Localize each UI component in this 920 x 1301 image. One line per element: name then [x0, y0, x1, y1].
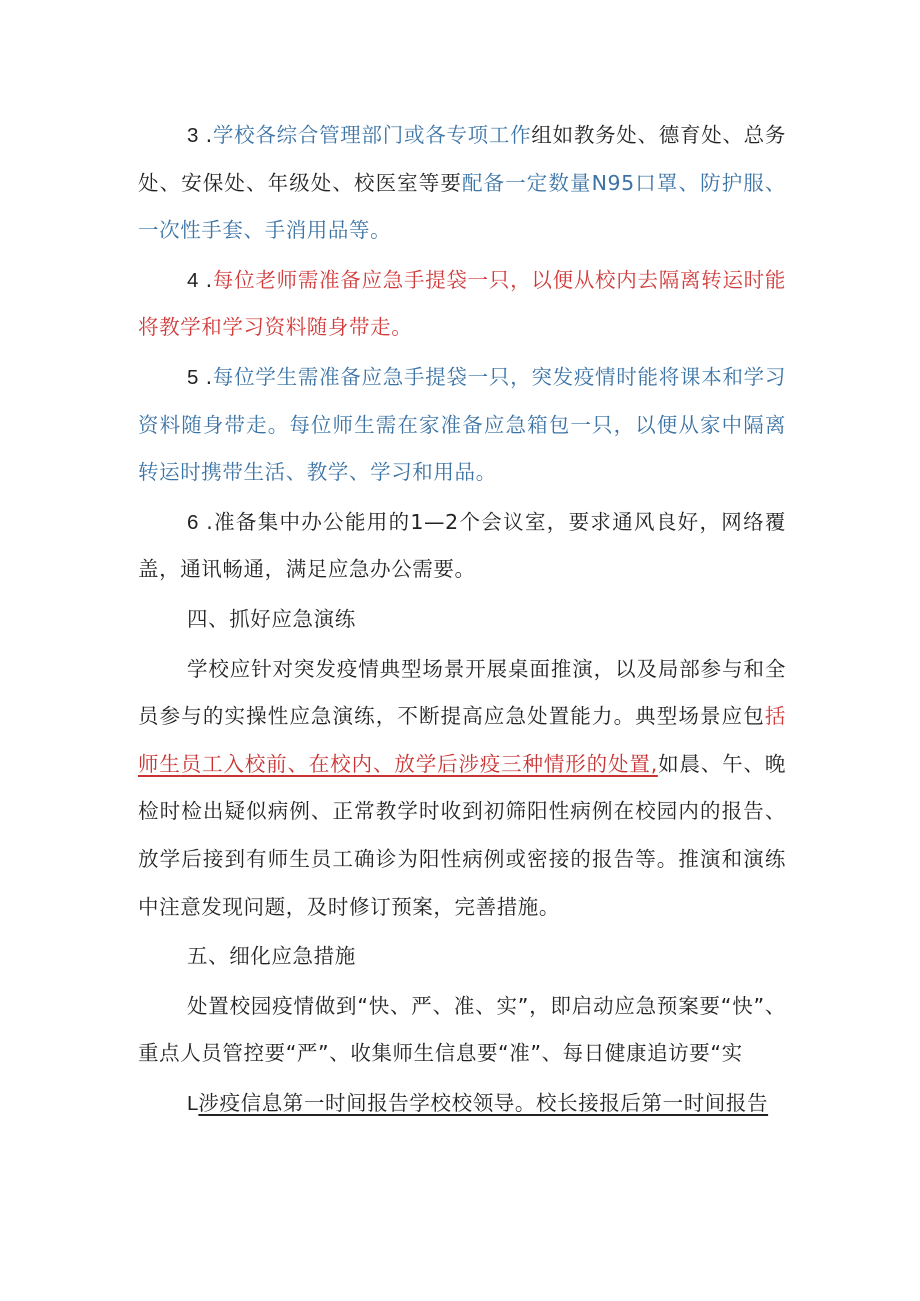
document-body: [138, 112, 786, 1129]
paragraph-7: [138, 646, 786, 932]
item-separator: .: [198, 509, 214, 534]
underlined-text: 员工入校前、在校内、放学后涉疫三种情形的处置,: [180, 751, 658, 776]
item-number: 3: [187, 124, 199, 147]
body-text: 处置校园疫情做到“快、严、准、实”，即启动应急预案要“快”、重点人员管控要“严”、收集师生信息要“准”、每日健康追访要“实: [138, 993, 786, 1066]
underlined-text: 师生: [138, 751, 181, 776]
paragraph-8: [138, 983, 786, 1078]
section-heading-4: 四、抓好应急演练: [187, 606, 356, 631]
section-heading-5: 五、细化应急措施: [187, 944, 356, 969]
highlight-text: 括: [764, 704, 786, 729]
item-separator: .: [198, 267, 213, 292]
item-separator: .: [198, 364, 213, 389]
item-number: 6: [187, 510, 199, 534]
paragraph-4: [138, 257, 786, 352]
item-marker: L: [187, 1091, 199, 1115]
highlight-text: 学校各综合管理部门或各专项工作: [212, 123, 532, 147]
highlight-text: 每位学生需准备应急手提袋一只，突发疫情时能将课本和学习资料随身带走。每位师生需在家准备应急箱包一只，以便从家中隔离转运时携带生活、教学、学习和用品。: [138, 364, 787, 485]
highlight-text: 配备一定数量N95口罩、防护服、一次性手套、手消用品等。: [138, 170, 786, 243]
item-number: 4: [187, 268, 199, 292]
body-text: 准备集中办公能用的1—2个会议室，要求通风良好，网络覆盖，通讯畅通，满足应急办公需要。: [138, 509, 786, 582]
underlined-text: 涉疫信息第一时间报告学校校领导。校长接报后第一时间报告: [198, 1090, 769, 1115]
body-text: 如晨、午、晚检时检出疑似病例、正常教学时收到初筛阳性病例在校园内的报告、放学后接到有师生员工确诊为阳性病例或密接的报告等。推演和演练中注意发现问题，及时修订预案，完善措施。: [138, 751, 786, 919]
highlight-text: 每位老师需准备应急手提袋一只，以便从校内去隔离转运时能将教学和学习资料随身带走。: [138, 267, 787, 340]
paragraph-6: [138, 499, 786, 594]
body-text: 学校应针对突发疫情典型场景开展桌面推演，以及局部参与和全员参与的实操性应急演练，不断提高应急处置能力。典型场景应包: [138, 656, 786, 729]
item-number: 5: [187, 365, 199, 389]
paragraph-5: [138, 354, 786, 497]
body-text: 组如教务处、德育处、总务处、安保处、年级处、校医室等要: [138, 123, 787, 195]
paragraph-3: [138, 112, 786, 255]
item-separator: .: [198, 123, 213, 147]
paragraph-9: [138, 1080, 786, 1128]
